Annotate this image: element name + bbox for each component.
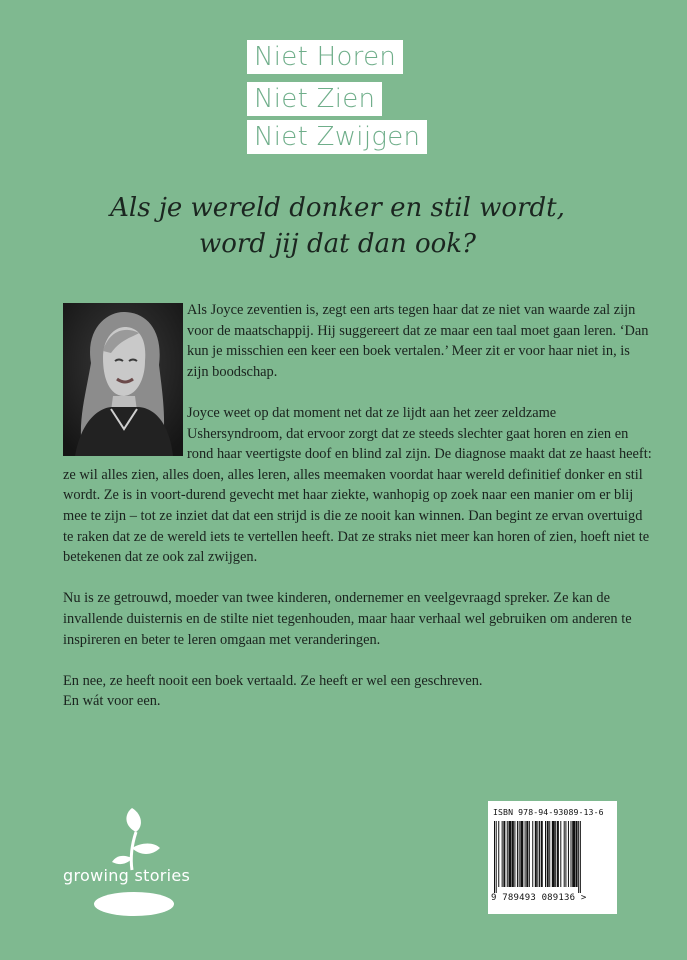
barcode-bar — [529, 821, 530, 887]
barcode-bars — [492, 821, 614, 893]
publisher-logo — [62, 808, 212, 918]
tagline-line-1: Als je wereld donker en stil wordt, — [110, 193, 565, 223]
barcode-bar — [532, 821, 533, 887]
barcode-bar — [535, 821, 537, 887]
barcode-bar — [498, 821, 499, 887]
ean-digits: 9 789493 089136 > — [491, 893, 587, 903]
blurb-paragraph-2: Joyce weet op dat moment net dat ze lijdt aan het zeer zeldzame Ushersyndroom, dat ervoor zorgt dat ze steeds slechter gaat horen en zien en rond haar veertigste doof en blind zal zijn. De diagnose maakt dat ze haast heeft: ze wil alles zien, alles doen, alles leren, alles meemaken voordat haar wereld definitief donker en stil wordt. Ze is in voort-durend gevecht met haar ziekte, wanhopig op zoek naar een manier om er blij mee te zijn – tot ze inziet dat dat een strijd is die ze nooit kan winnen. Dan begint ze ervan overtuigd te raken dat ze de wereld iets te vertellen heeft. Dat ze straks niet meer kan horen of zien, hoeft niet te betekenen dat ze ook zal zwijgen. — [63, 404, 652, 566]
blurb-paragraph-4 — [63, 671, 653, 712]
title-line-1: Niet Horen — [247, 40, 403, 74]
barcode-bar — [572, 821, 575, 887]
barcode-bar — [508, 821, 511, 887]
blurb-paragraph-3: Nu is ze getrouwd, moeder van twee kinderen, ondernemer en veelgevraagd spreker. Ze kan de invallende duisternis en de stilte niet tegenhouden, maar haar verhaal wel gebruiken om anderen te inspireren en beter te leren omgaan met veranderingen. — [63, 590, 632, 648]
barcode-bar — [526, 821, 528, 887]
barcode-bar — [549, 821, 550, 887]
barcode-bar — [576, 821, 578, 887]
barcode-bar — [494, 821, 495, 893]
barcode-bar — [514, 821, 515, 887]
barcode-bar — [571, 821, 572, 887]
blurb-paragraph-1: Als Joyce zeventien is, zegt een arts tegen haar dat ze niet van waarde zal zijn voor de maatschappij. Hij suggereert dat ze maar een taal moet gaan leren. ‘Dan kun je misschien een keer een boek vertalen.’ Meer zit er voor haar niet in, is zijn boodschap. — [187, 302, 649, 380]
barcode-bar — [541, 821, 543, 887]
title-line-3: Niet Zwijgen — [247, 120, 427, 154]
barcode-bar — [525, 821, 526, 887]
barcode-bar — [557, 821, 559, 887]
barcode-bar — [496, 821, 497, 893]
barcode-bar — [578, 821, 579, 893]
isbn-barcode — [488, 801, 617, 914]
barcode-bar — [545, 821, 546, 887]
barcode-bar — [564, 821, 565, 887]
barcode-bar — [503, 821, 505, 887]
barcode-bar — [568, 821, 569, 887]
barcode-bar — [517, 821, 518, 887]
photo-spacer — [63, 300, 187, 460]
barcode-bar — [502, 821, 503, 887]
barcode-bar — [565, 821, 566, 887]
title-line-2: Niet Zien — [247, 82, 382, 116]
barcode-bar — [512, 821, 514, 887]
isbn-label: ISBN 978-94-93089-13-6 — [493, 807, 604, 817]
barcode-bar — [539, 821, 540, 887]
barcode-bar — [552, 821, 555, 887]
barcode-bar — [555, 821, 556, 887]
blurb-paragraph-4-line-2: En wát voor een. — [63, 693, 161, 710]
barcode-bar — [547, 821, 549, 887]
barcode-bar — [507, 821, 508, 887]
barcode-bar — [560, 821, 561, 887]
barcode-bar — [537, 821, 538, 887]
barcode-bar — [520, 821, 523, 887]
blurb-paragraph-4-line-1: En nee, ze heeft nooit een boek vertaald. Ze heeft er wel een geschreven. — [63, 672, 483, 689]
sprout-icon — [62, 808, 212, 918]
back-cover-blurb — [63, 300, 653, 732]
tagline — [100, 190, 575, 262]
barcode-bar — [580, 821, 581, 893]
tagline-line-2: word jij dat dan ook? — [199, 229, 476, 259]
barcode-bar — [519, 821, 520, 887]
publisher-name: growing stories — [63, 866, 191, 885]
